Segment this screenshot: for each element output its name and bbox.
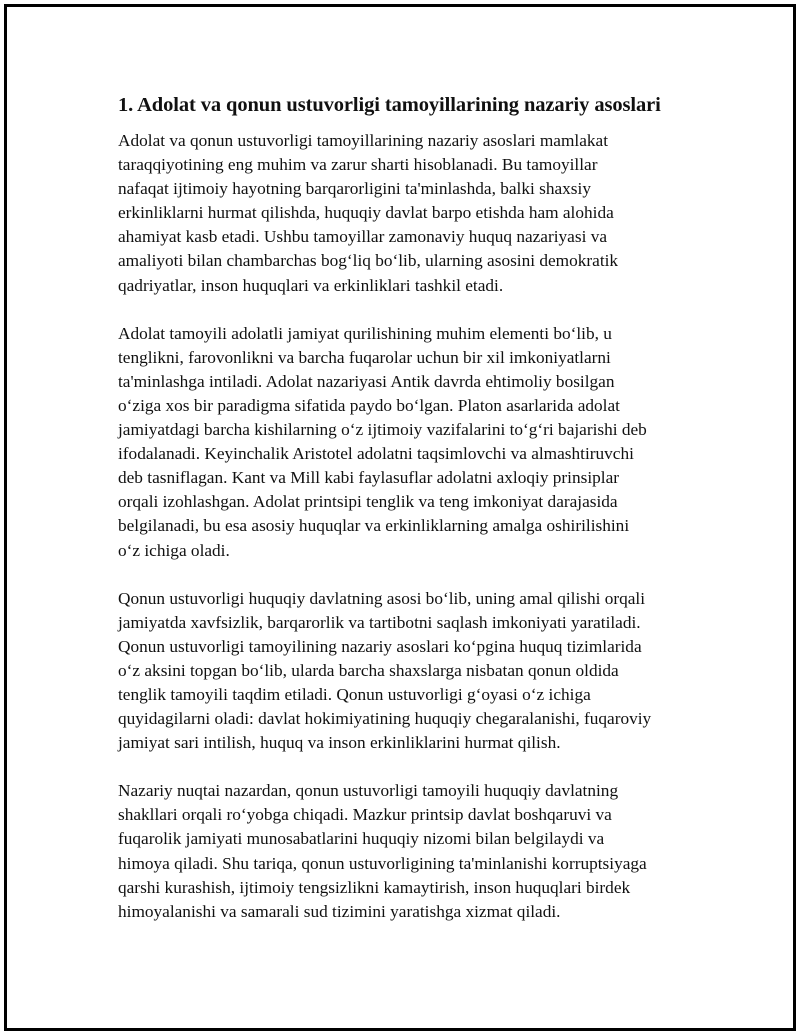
paragraph-4	[118, 779, 688, 924]
text-line: Qonun ustuvorligi huquqiy davlatning asosi bo‘lib, uning amal qilishi orqali	[118, 588, 646, 608]
text-line: ahamiyat kasb etadi. Ushbu tamoyillar zamonaviy huquq nazariyasi va	[118, 227, 608, 247]
text-line: amaliyoti bilan chambarchas bog‘liq bo‘lib, ularning asosini demokratik	[118, 251, 619, 271]
text-line: ta'minlashga intiladi. Adolat nazariyasi Antik davrda ehtimoliy bosilgan	[118, 371, 615, 391]
text-line: ifodalanadi. Keyinchalik Aristotel adolatni taqsimlovchi va almashtiruvchi	[118, 444, 634, 464]
text-line: o‘z ichiga oladi.	[118, 540, 230, 560]
paragraph-1	[118, 129, 688, 298]
text-line: orqali izohlashgan. Adolat printsipi tenglik va teng imkoniyat darajasida	[118, 492, 618, 512]
text-line: erkinliklarni hurmat qilishda, huquqiy davlat barpo etishda ham alohida	[118, 203, 614, 223]
text-line: o‘ziga xos bir paradigma sifatida paydo bo‘lgan. Platon asarlarida adolat	[118, 395, 620, 415]
text-line: taraqqiyotining eng muhim va zarur sharti hisoblanadi. Bu tamoyillar	[118, 155, 598, 175]
text-line: jamiyatda xavfsizlik, barqarorlik va tartibotni saqlash imkoniyati yaratiladi.	[118, 612, 641, 632]
paragraph-3	[118, 587, 688, 756]
text-line: qarshi kurashish, ijtimoiy tengsizlikni kamaytirish, inson huquqlari birdek	[118, 877, 631, 897]
text-line: qadriyatlar, inson huquqlari va erkinliklari tashkil etadi.	[118, 275, 504, 295]
text-line: tenglikni, farovonlikni va barcha fuqarolar uchun bir xil imkoniyatlarni	[118, 347, 611, 367]
text-line: shakllari orqali ro‘yobga chiqadi. Mazkur printsip davlat boshqaruvi va	[118, 805, 612, 825]
paragraphs-container	[118, 129, 688, 924]
text-line: tenglik tamoyili taqdim etiladi. Qonun ustuvorligi g‘oyasi o‘z ichiga	[118, 684, 591, 704]
text-line: fuqarolik jamiyati munosabatlarini huquqiy nizomi bilan belgilaydi va	[118, 829, 605, 849]
text-line: belgilanadi, bu esa asosiy huquqlar va erkinliklarning amalga oshirilishini	[118, 516, 630, 536]
text-line: Adolat va qonun ustuvorligi tamoyillarining nazariy asoslari mamlakat	[118, 131, 609, 150]
text-line: deb tasniflagan. Kant va Mill kabi faylasuflar adolatni axloqiy prinsiplar	[118, 468, 620, 488]
text-line: Adolat tamoyili adolatli jamiyat qurilishining muhim elementi bo‘lib, u	[118, 323, 612, 343]
text-line: jamiyatdagi barcha kishilarning o‘z ijtimoiy vazifalarini to‘g‘ri bajarishi deb	[118, 420, 647, 440]
text-line: himoya qiladi. Shu tariqa, qonun ustuvorligining ta'minlanishi korruptsiyaga	[118, 853, 647, 873]
section-title: 1. Adolat va qonun ustuvorligi tamoyillarining nazariy asoslari	[118, 94, 661, 116]
text-line: Nazariy nuqtai nazardan, qonun ustuvorligi tamoyili huquqiy davlatning	[118, 781, 619, 801]
text-line: himoyalanishi va samarali sud tizimini yaratishga xizmat qiladi.	[118, 901, 561, 921]
document-body	[118, 92, 688, 948]
text-line: quyidagilarni oladi: davlat hokimiyatining huquqiy chegaralanishi, fuqaroviy	[118, 709, 652, 729]
paragraph-2	[118, 322, 688, 563]
text-line: nafaqat ijtimoiy hayotning barqarorligini ta'minlashda, balki shaxsiy	[118, 179, 591, 199]
text-line: Qonun ustuvorligi tamoyilining nazariy asoslari ko‘pgina huquq tizimlarida	[118, 636, 642, 656]
text-line: o‘z aksini topgan bo‘lib, ularda barcha shaxslarga nisbatan qonun oldida	[118, 660, 619, 680]
text-line: jamiyat sari intilish, huquq va inson erkinliklarini hurmat qilish.	[118, 733, 561, 753]
